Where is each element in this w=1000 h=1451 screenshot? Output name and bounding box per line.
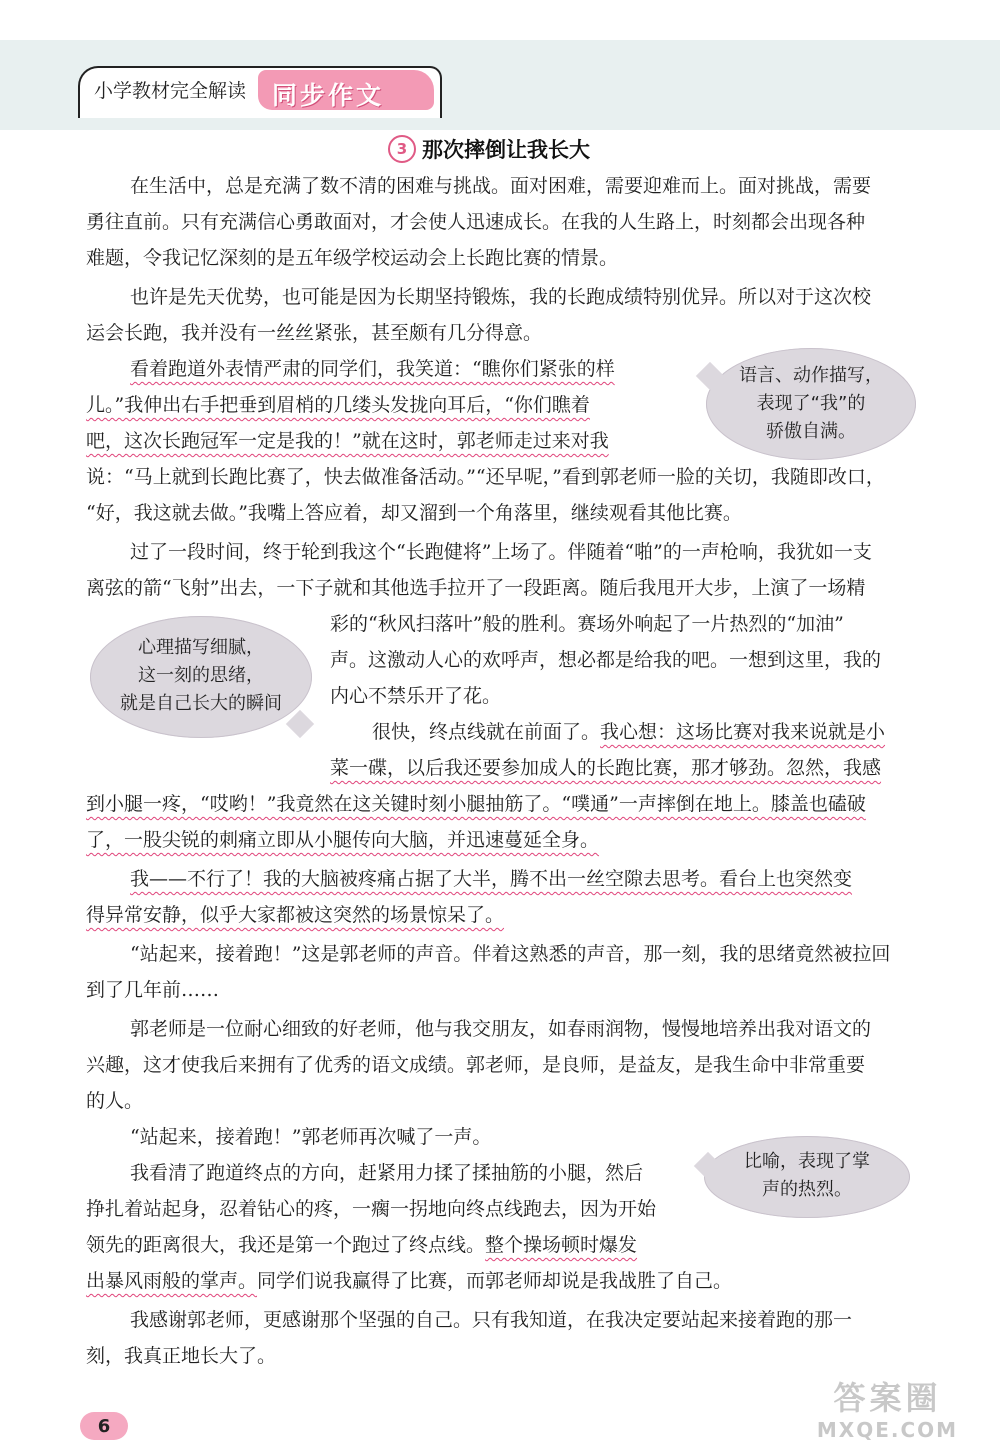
text-line	[86, 1270, 732, 1292]
text-segment-underlined: 菜一碟，以后我还要参加成人的长跑比赛，那才够劲。	[330, 757, 787, 779]
annotation-line: 这一刻的思绪，	[138, 665, 264, 686]
annotation-bubble	[706, 348, 916, 460]
text-line: 离弦的箭“飞射”出去，一下子就和其他选手拉开了一段距离。随后我甩开大步，上演了一场精	[86, 577, 866, 599]
annotation-bubble	[704, 1136, 910, 1218]
text-line: 郭老师是一位耐心细致的好老师，他与我交朋友，如春雨润物，慢慢地培养出我对语文的	[130, 1018, 872, 1040]
text-line: 我感谢郭老师，更感谢那个坚强的自己。只有我知道，在我决定要站起来接着跑的那一	[130, 1309, 853, 1331]
text-line	[330, 757, 881, 779]
watermark-en: MXQE.COM	[816, 1418, 959, 1442]
book-series-title: 小学教材完全解读	[94, 80, 247, 102]
watermark-cn: 答案圈	[833, 1379, 942, 1417]
text-line-underlined: 儿。”我伸出右手把垂到眉梢的几缕头发拢向耳后，“你们瞧着	[86, 394, 590, 416]
section-tag	[258, 70, 434, 110]
text-line-underlined: 看着跑道外表情严肃的同学们，我笑道：“瞧你们紧张的样	[130, 358, 615, 380]
section-tag-label: 同步作文	[272, 81, 385, 110]
annotation-bubble	[90, 616, 312, 738]
text-line-underlined: 吧，这次长跑冠军一定是我的！”就在这时，郭老师走过来对我	[86, 430, 609, 452]
text-line	[86, 1234, 637, 1256]
annotation-line: 就是自己长大的瞬间	[120, 693, 282, 714]
article-title: 那次摔倒让我长大	[422, 138, 590, 162]
text-line: 的人。	[86, 1090, 144, 1112]
annotation-line: 声的热烈。	[762, 1179, 852, 1200]
text-line: “好，我这就去做。”我嘴上答应着，却又溜到一个角落里，继续观看其他比赛。	[86, 502, 742, 524]
text-segment-underlined: 我心想：这场比赛对我来说就是小	[600, 721, 886, 743]
text-line: 刻，我真正地长大了。	[86, 1345, 277, 1367]
annotation-line: 比喻，表现了掌	[744, 1151, 870, 1172]
text-line: 我看清了跑道终点的方向，赶紧用力揉了揉抽筋的小腿，然后	[130, 1162, 644, 1184]
text-line: 彩的“秋风扫落叶”般的胜利。赛场外响起了一片热烈的“加油”	[330, 613, 844, 635]
text-line: 内心不禁乐开了花。	[330, 685, 502, 707]
annotation-line: 表现了“我”的	[756, 393, 866, 414]
text-segment-underlined: 整个操场顿时爆发	[485, 1234, 638, 1256]
text-line: 也许是先天优势，也可能是因为长期坚持锻炼，我的长跑成绩特别优异。所以对于这次校	[130, 286, 872, 308]
text-line: 到了几年前……	[86, 979, 220, 1001]
text-line	[372, 721, 885, 743]
text-line: “站起来，接着跑！”这是郭老师的声音。伴着这熟悉的声音，那一刻，我的思绪竟然被拉回	[130, 943, 891, 965]
text-line-underlined: 得异常安静，似乎大家都被这突然的场景惊呆了。	[86, 904, 505, 926]
text-line-underlined: 到小腿一疼，“哎哟！”我竟然在这关键时刻小腿抽筋了。“噗通”一声摔倒在地上。膝盖也磕破	[86, 793, 866, 815]
text-line-underlined: 我——不行了！我的大脑被疼痛占据了大半，腾不出一丝空隙去思考。看台上也突然变	[130, 868, 853, 890]
text-line: 说：“马上就到长跑比赛了，快去做准备活动。”“还早呢，”看到郭老师一脸的关切，我随即改口，	[86, 466, 885, 488]
text-line: 兴趣，这才使我后来拥有了优秀的语文成绩。郭老师，是良师，是益友，是我生命中非常重要	[86, 1054, 866, 1076]
annotation-line: 心理描写细腻，	[138, 637, 264, 658]
annotation-line: 骄傲自满。	[766, 421, 856, 442]
text-line: 声。这激动人心的欢呼声，想必都是给我的吧。一想到这里，我的	[330, 649, 882, 671]
page-number: 6	[80, 1412, 128, 1440]
article-title-block	[388, 134, 590, 164]
text-segment: 同学们说我赢得了比赛，而郭老师却说是我战胜了自己。	[257, 1270, 733, 1292]
annotation-line: 语言、动作描写，	[739, 365, 883, 386]
text-line: 难题，令我记忆深刻的是五年级学校运动会上长跑比赛的情景。	[86, 247, 619, 269]
text-segment-underlined: 忽然，我感	[786, 757, 882, 779]
text-segment-underlined: 出暴风雨般的掌声。	[86, 1270, 258, 1292]
text-line: “站起来，接着跑！”郭老师再次喊了一声。	[130, 1126, 492, 1148]
watermark	[800, 1378, 975, 1448]
text-line: 运会长跑，我并没有一丝丝紧张，甚至颇有几分得意。	[86, 322, 543, 344]
text-segment: 很快，终点线就在前面了。	[372, 721, 601, 743]
text-line: 在生活中，总是充满了数不清的困难与挑战。面对困难，需要迎难而上。面对挑战，需要	[130, 175, 872, 197]
text-line: 挣扎着站起身，忍着钻心的疼，一瘸一拐地向终点线跑去，因为开始	[86, 1198, 657, 1220]
text-line: 勇往直前。只有充满信心勇敢面对，才会使人迅速成长。在我的人生路上，时刻都会出现各种	[86, 211, 866, 233]
article-number-badge: 3	[388, 135, 416, 163]
text-line-underlined: 了，一股尖锐的刺痛立即从小腿传向大脑，并迅速蔓延全身。	[86, 829, 600, 851]
text-segment: 领先的距离很大，我还是第一个跑过了终点线。	[86, 1234, 486, 1256]
text-line: 过了一段时间，终于轮到我这个“长跑健将”上场了。伴随着“啪”的一声枪响，我犹如一支	[130, 541, 872, 563]
